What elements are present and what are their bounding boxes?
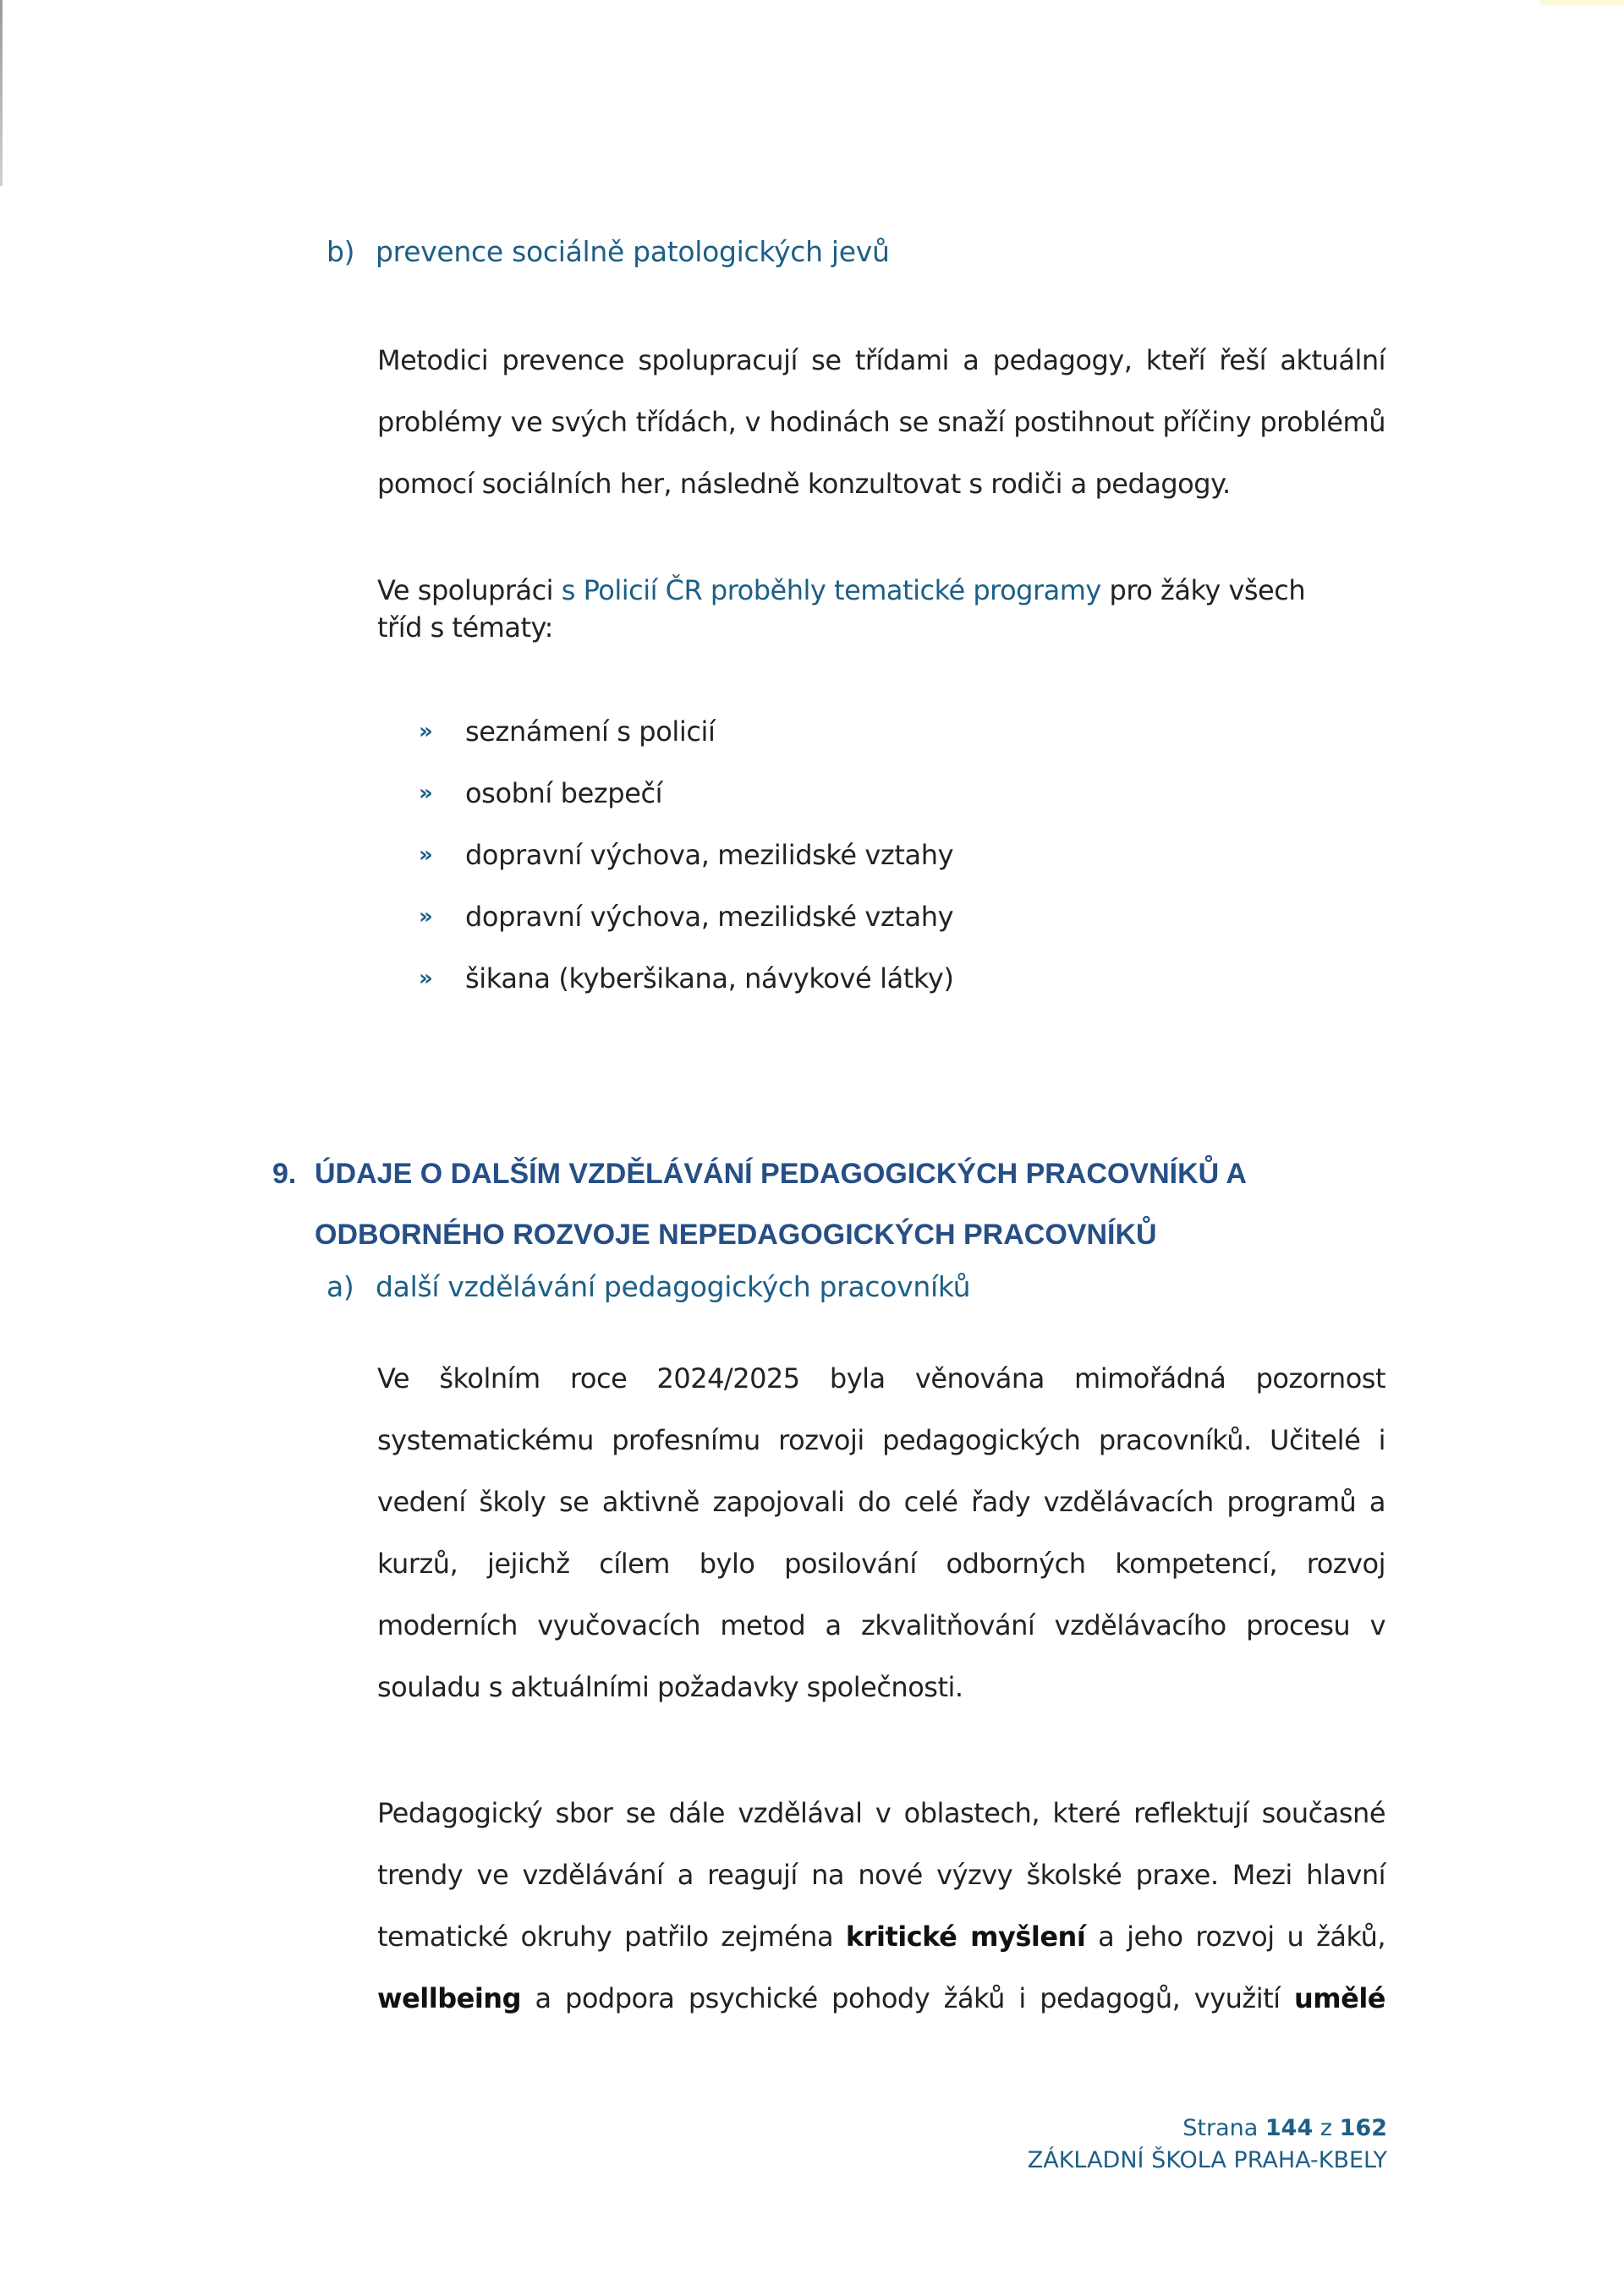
subsection-heading-b	[326, 235, 890, 268]
page-current: 144	[1265, 2115, 1314, 2141]
paragraph-line: souladu s aktuálními požadavky společnosti.	[377, 1671, 963, 1703]
paragraph-line: trendy ve vzdělávání a reagují na nové výzvy školské praxe. Mezi hlavní	[377, 1859, 1385, 1891]
bold-term: umělé	[1294, 1982, 1385, 2014]
chevron-right-icon: »	[419, 780, 433, 806]
highlighted-text: s Policií ČR proběhly tematické programy	[561, 574, 1101, 606]
subsection-title: prevence sociálně patologických jevů	[376, 235, 890, 268]
paragraph-text: tříd s tématy:	[377, 611, 553, 644]
paragraph-line: vedení školy se aktivně zapojovali do celé řady vzdělávacích programů a	[377, 1486, 1385, 1518]
topics-list	[419, 700, 954, 1009]
section-number: 9.	[272, 1158, 297, 1190]
paragraph-line: systematickému profesnímu rozvoji pedagogických pracovníků. Učitelé i	[377, 1424, 1385, 1456]
paragraph-line: Metodici prevence spolupracují se třídami a pedagogy, kteří řeší aktuální	[377, 344, 1385, 376]
paragraph-line	[377, 1906, 1385, 1968]
list-item	[419, 885, 954, 947]
page-total: 162	[1339, 2115, 1387, 2141]
list-item-text: dopravní výchova, mezilidské vztahy	[465, 900, 954, 933]
paragraph-professional-development	[377, 1348, 1385, 1718]
paragraph-prevention-methodists	[377, 330, 1385, 515]
subsection-marker: a)	[326, 1270, 354, 1303]
chevron-right-icon: »	[419, 718, 433, 744]
paragraph-education-trends	[377, 1783, 1385, 2030]
paragraph-line	[377, 1968, 1385, 2030]
paragraph-line: Pedagogický sbor se dále vzdělával v oblastech, které reflektují současné	[377, 1797, 1385, 1829]
section-heading-9	[272, 1143, 1247, 1265]
list-item	[419, 824, 954, 885]
list-item-text: šikana (kyberšikana, návykové látky)	[465, 962, 954, 995]
chevron-right-icon: »	[419, 903, 433, 929]
page-label: Strana	[1182, 2115, 1259, 2141]
list-item-text: seznámení s policií	[465, 715, 716, 748]
bold-term: wellbeing	[377, 1982, 521, 2014]
chevron-right-icon: »	[419, 965, 433, 991]
section-title-line-1: ÚDAJE O DALŠÍM VZDĚLÁVÁNÍ PEDAGOGICKÝCH PRACOVNÍKŮ A	[315, 1158, 1247, 1190]
list-item	[419, 947, 954, 1009]
page-footer	[1028, 2112, 1387, 2177]
paragraph-text: a jeho rozvoj u žáků,	[1085, 1921, 1386, 1953]
paragraph-line: Ve školním roce 2024/2025 byla věnována mimořádná pozornost	[377, 1362, 1385, 1395]
list-item	[419, 762, 954, 824]
list-item	[419, 700, 954, 762]
school-name: ZÁKLADNÍ ŠKOLA PRAHA-KBELY	[1027, 2147, 1387, 2173]
page-separator: z	[1320, 2115, 1333, 2141]
subsection-heading-a	[326, 1270, 970, 1303]
paragraph-text: a podpora psychické pohody žáků i pedagogů, využití	[520, 1982, 1294, 2014]
list-item-text: osobní bezpečí	[465, 776, 663, 809]
paragraph-text: pro žáky všech	[1100, 574, 1306, 606]
chevron-right-icon: »	[419, 841, 433, 868]
paragraph-line: problémy ve svých třídách, v hodinách se snaží postihnout příčiny problémů	[377, 406, 1385, 438]
page-number	[1028, 2112, 1387, 2145]
subsection-title: další vzdělávání pedagogických pracovníků	[376, 1270, 971, 1303]
paragraph-text: Ve spolupráci	[377, 574, 562, 606]
paragraph-line: moderních vyučovacích metod a zkvalitňování vzdělávacího procesu v	[377, 1609, 1385, 1641]
bold-term: kritické myšlení	[845, 1921, 1086, 1953]
paragraph-police-cooperation	[377, 572, 1385, 646]
section-title-line-2: ODBORNÉHO ROZVOJE NEPEDAGOGICKÝCH PRACOVNÍKŮ	[315, 1219, 1157, 1251]
paragraph-line: kurzů, jejichž cílem bylo posilování odborných kompetencí, rozvoj	[377, 1548, 1385, 1580]
paragraph-line: pomocí sociálních her, následně konzultovat s rodiči a pedagogy.	[377, 468, 1231, 500]
subsection-marker: b)	[326, 235, 355, 268]
list-item-text: dopravní výchova, mezilidské vztahy	[465, 838, 954, 871]
paragraph-text: tematické okruhy patřilo zejména	[377, 1921, 846, 1953]
